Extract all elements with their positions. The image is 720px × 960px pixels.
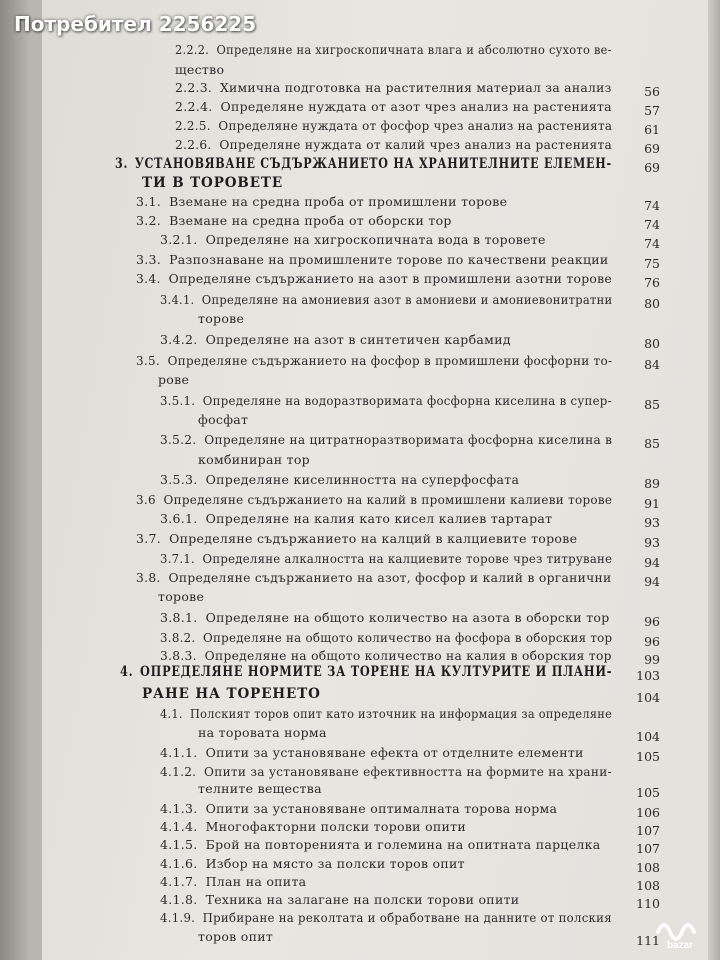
- toc-page-number: 76: [644, 275, 660, 290]
- toc-page-number: 74: [644, 217, 660, 232]
- toc-page-number: 80: [644, 336, 660, 351]
- toc-entry-title: Определяне съдържанието на калций в калциевите торове: [169, 531, 578, 546]
- toc-entry-number: 2.2.6.: [175, 137, 212, 152]
- toc-entry-number: 4.1.1.: [160, 745, 198, 760]
- toc-page-number: 89: [644, 476, 660, 491]
- toc-entry-title: Опити за установяване оптималната торова норма: [205, 801, 558, 816]
- toc-entry-title: Вземане на средна проба от промишлени торове: [169, 194, 508, 209]
- toc-entry: [136, 213, 452, 228]
- toc-entry: [136, 531, 577, 546]
- toc-page-number: 96: [644, 614, 660, 629]
- toc-entry-number: 2.2.5.: [175, 118, 211, 133]
- toc-page-number: 93: [644, 535, 660, 550]
- toc-page-number: 107: [636, 823, 660, 838]
- toc-entry-title: Разпознаване на промишлените торове по качествени реакции: [169, 252, 609, 267]
- toc-entry: [160, 610, 610, 625]
- toc-entry-number: 3.5.: [136, 353, 160, 368]
- toc-entry-title: Определяне съдържанието на калий в промишлени калиеви торове: [163, 492, 613, 507]
- toc-entry-number: 3.7.1.: [160, 551, 196, 566]
- toc-entry: [160, 745, 584, 760]
- toc-entry-title: Определяне на хигроскопичната влага и абсолютно сухото ве-: [216, 42, 612, 57]
- toc-entry-number: 3.2.: [136, 213, 162, 228]
- toc-page-number: 107: [636, 841, 660, 856]
- toc-entry-number: 4.1.2.: [160, 764, 197, 779]
- toc-entry: [198, 311, 244, 326]
- toc-page-number: 96: [644, 634, 660, 649]
- toc-entry: [136, 252, 609, 267]
- toc-page-number: 74: [644, 236, 660, 251]
- toc-entry-number: 3.8.: [136, 570, 161, 585]
- toc-page-number: 75: [644, 256, 660, 271]
- toc-entry-number: 3.7.: [136, 531, 162, 546]
- toc-entry-number: 2.2.2.: [175, 42, 210, 57]
- toc-entry: [160, 551, 612, 566]
- toc-entry-title: щество: [175, 62, 225, 77]
- toc-entry-title: Определяне на цитратноразтворимата фосфорна киселина в: [204, 432, 613, 447]
- toc-entry-title: Определяне на азот в синтетичен карбамид: [205, 332, 511, 347]
- toc-entry-title: Прибиране на реколтата и обработване на данните от полския: [202, 910, 612, 925]
- toc-entry: [175, 137, 612, 152]
- toc-entry-title: комбиниран тор: [198, 452, 310, 467]
- toc-entry-title: Определяне на хигроскопичната вода в торовете: [205, 232, 546, 247]
- toc-entry: [136, 492, 612, 507]
- toc-entry-number: 3.6: [136, 492, 156, 507]
- toc-entry: [160, 472, 519, 487]
- toc-entry-number: 3.5.2.: [160, 432, 197, 447]
- toc-entry-number: 3.5.3.: [160, 472, 198, 487]
- toc-entry: [158, 372, 189, 387]
- toc-entry-title: Определяне нуждата от азот чрез анализ на растенията: [220, 99, 612, 114]
- toc-entry: [175, 99, 612, 114]
- toc-entry-title: Определяне съдържанието на азот, фосфор и калий в органични: [168, 570, 612, 585]
- toc-page-number: 61: [644, 122, 660, 137]
- toc-entry: [160, 706, 612, 721]
- toc-entry: [160, 856, 465, 871]
- toc-entry-number: 4.1.3.: [160, 801, 198, 816]
- toc-entry: [158, 589, 204, 604]
- toc-page-number: 93: [644, 515, 660, 530]
- toc-page-number: 85: [644, 436, 660, 451]
- toc-entry: [120, 664, 612, 680]
- toc-entry: [160, 648, 612, 663]
- toc-entry: [160, 837, 601, 852]
- toc-page-number: 56: [644, 84, 660, 99]
- toc-entry-number: 4.1.9.: [160, 910, 196, 925]
- toc-entry-title: торов опит: [198, 929, 274, 944]
- toc-page-number: 108: [636, 860, 660, 875]
- toc-entry-title: телните вещества: [198, 781, 322, 796]
- bazar-logo-icon: [650, 912, 710, 952]
- toc-entry-title: План на опита: [205, 874, 307, 889]
- toc-entry: [160, 511, 552, 526]
- toc-entry-title: Избор на място за полски торов опит: [205, 856, 465, 871]
- toc-entry: [160, 764, 612, 779]
- toc-entry: [198, 929, 273, 944]
- toc-page-number: 106: [636, 805, 660, 820]
- toc-entry-number: 4.1.: [160, 706, 183, 721]
- toc-page-number: 57: [644, 103, 660, 118]
- toc-entry: [198, 781, 322, 796]
- toc-entry-title: Определяне съдържанието на фосфор в промишлени фосфорни то-: [167, 353, 613, 368]
- toc-page-number: 69: [644, 141, 660, 156]
- toc-page-number: 69: [644, 160, 660, 175]
- toc-entry-number: 2.2.4.: [175, 99, 213, 114]
- logo-text: bazar: [666, 940, 694, 951]
- toc-entry-number: 3.6.1.: [160, 511, 198, 526]
- toc-entry-title: Определяне на общото количество на калия в оборския тор: [204, 648, 612, 663]
- toc-page-number: 104: [636, 729, 660, 744]
- toc-entry-number: 2.2.3.: [175, 80, 213, 95]
- toc-entry: [160, 892, 519, 907]
- toc-entry-title: Многофакторни полски торови опити: [205, 819, 467, 834]
- toc-page-number: 111: [636, 933, 660, 948]
- toc-entry-title: Определяне на калия като кисел калиев тартарат: [205, 511, 553, 526]
- toc-entry-title: Определяне алкалността на калциевите торове чрез титруване: [202, 551, 613, 566]
- toc-entry-title: Опити за установяване ефективността на формите на храни-: [204, 764, 612, 779]
- toc-entry-title: фосфат: [198, 412, 249, 427]
- toc-entry-number: 3.8.3.: [160, 648, 197, 663]
- toc-entry: [175, 42, 612, 57]
- toc-entry-number: 4.1.7.: [160, 874, 198, 889]
- toc-entry: [136, 570, 611, 585]
- toc-entry: [160, 232, 546, 247]
- toc-entry-title: Опити за установяване ефекта от отделните елементи: [205, 745, 584, 760]
- toc-entry-number: 3.8.1.: [160, 610, 198, 625]
- toc-entry: [198, 725, 327, 740]
- toc-entry-number: 3.4.: [136, 271, 161, 286]
- toc-entry-title: Техника на залагане на полски торови опити: [205, 892, 520, 907]
- toc-entry-number: 3.3.: [136, 252, 162, 267]
- toc-entry: [160, 874, 306, 889]
- toc-page-number: 94: [644, 574, 660, 589]
- toc-entry: [175, 118, 612, 133]
- toc-entry-number: 3.1.: [136, 194, 162, 209]
- toc-entry: [198, 452, 310, 467]
- toc-entry-title: Определяне на водоразтворимата фосфорна киселина в супер-: [202, 393, 612, 408]
- toc-page-number: 108: [636, 878, 660, 893]
- toc-entry-number: 4.1.6.: [160, 856, 198, 871]
- toc-page-number: 91: [644, 496, 660, 511]
- toc-entry: [160, 630, 612, 645]
- toc-entry: [175, 80, 612, 95]
- toc-entry-title: рове: [158, 372, 190, 387]
- toc-entry-number: 3.: [115, 156, 129, 172]
- toc-entry: [160, 292, 612, 307]
- toc-entry: [115, 156, 612, 172]
- toc-entry-title: Определяне нуждата от калий чрез анализ на растенията: [219, 137, 613, 152]
- toc-entry-title: Определяне киселинността на суперфосфата: [205, 472, 520, 487]
- toc-page-number: 105: [636, 749, 660, 764]
- toc-entry-number: 4.1.4.: [160, 819, 198, 834]
- toc-entry-title: ТИ В ТОРОВЕТЕ: [142, 175, 284, 191]
- toc-entry-number: 3.4.1.: [160, 292, 195, 307]
- toc-entry-title: Химична подготовка на растителния материал за анализ: [219, 80, 612, 95]
- toc-entry: [160, 332, 511, 347]
- toc-page-number: 103: [636, 668, 660, 683]
- toc-page-number: 105: [636, 785, 660, 800]
- toc-page-number: 110: [636, 896, 660, 911]
- toc-entry-title: Вземане на средна проба от оборски тор: [169, 213, 452, 228]
- toc-entry-title: РАНЕ НА ТОРЕНЕТО: [142, 686, 321, 702]
- toc-page-number: 94: [644, 555, 660, 570]
- toc-entry: [160, 801, 557, 816]
- toc-entry: [198, 412, 248, 427]
- user-watermark: Потребител 2256225: [14, 12, 257, 36]
- toc-entry: [136, 271, 612, 286]
- toc-entry: [175, 62, 224, 77]
- toc-entry-title: торове: [198, 311, 245, 326]
- toc-page-number: 74: [644, 198, 660, 213]
- toc-entry-number: 3.5.1.: [160, 393, 196, 408]
- toc-entry-title: ОПРЕДЕЛЯНЕ НОРМИТЕ ЗА ТОРЕНЕ НА КУЛТУРИТЕ И ПЛАНИ-: [140, 664, 613, 680]
- toc-entry-title: Брой на повторенията и големина на опитната парцелка: [205, 837, 601, 852]
- toc-entry-number: 3.8.2.: [160, 630, 196, 645]
- toc-entry-title: торове: [158, 589, 205, 604]
- toc-entry: [136, 194, 507, 209]
- toc-entry-title: УСТАНОВЯВАНЕ СЪДЪРЖАНИЕТО НА ХРАНИТЕЛНИТЕ ЕЛЕМЕН-: [134, 156, 612, 172]
- toc-entry-title: Определяне на амониевия азот в амониеви и амониевонитратни: [201, 292, 613, 307]
- toc-entry: [142, 175, 283, 191]
- toc-entry-number: 4.1.8.: [160, 892, 198, 907]
- toc-entry-title: Определяне съдържанието на азот в промишлени азотни торове: [168, 271, 613, 286]
- toc-entry: [142, 686, 321, 702]
- toc-page-number: 84: [644, 357, 660, 372]
- toc-entry: [160, 819, 466, 834]
- toc-page-number: 99: [644, 652, 660, 667]
- toc-entry-number: 4.: [120, 664, 134, 680]
- toc-entry: [160, 432, 612, 447]
- toc-entry: [160, 910, 612, 925]
- toc-entry-title: Определяне на общото количество на азота в оборски тор: [205, 610, 610, 625]
- toc-entry-number: 4.1.5.: [160, 837, 198, 852]
- toc-page-number: 80: [644, 296, 660, 311]
- toc-entry-number: 3.4.2.: [160, 332, 198, 347]
- toc-entry-title: Полският торов опит като източник на информация за определяне: [189, 706, 613, 721]
- toc-entry-title: Определяне нуждата от фосфор чрез анализ на растенията: [218, 118, 613, 133]
- toc-entry: [136, 353, 612, 368]
- toc-entry-title: Определяне на общото количество на фосфора в оборския тор: [203, 630, 613, 645]
- toc-entry: [160, 393, 612, 408]
- toc-entry-title: на торовата норма: [198, 725, 327, 740]
- toc-page-number: 85: [644, 397, 660, 412]
- toc-page-number: 104: [636, 690, 660, 705]
- toc-entry-number: 3.2.1.: [160, 232, 198, 247]
